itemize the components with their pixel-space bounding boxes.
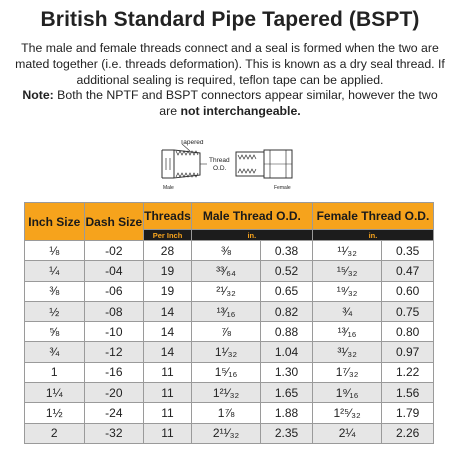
thread-diagram — [160, 140, 300, 195]
table-row — [25, 403, 434, 423]
female-fraction-cell: 1⁹⁄₁₆ — [312, 383, 381, 403]
male-fraction-cell: ¹³⁄₁₆ — [191, 301, 260, 321]
female-decimal-cell: 1.79 — [382, 403, 434, 423]
female-decimal-cell: 0.60 — [382, 281, 434, 301]
female-fraction-cell: ¹¹⁄₃₂ — [312, 241, 381, 261]
dash-size-cell: -16 — [84, 362, 144, 382]
inch-size-cell: ½ — [25, 301, 85, 321]
male-decimal-cell: 1.04 — [261, 342, 313, 362]
male-decimal-cell: 1.88 — [261, 403, 313, 423]
male-fraction-cell: ³³⁄₆₄ — [191, 261, 260, 281]
table-row — [25, 281, 434, 301]
male-decimal-cell: 1.30 — [261, 362, 313, 382]
inch-size-cell: ⅝ — [25, 322, 85, 342]
threads-cell: 14 — [144, 322, 192, 342]
male-decimal-cell: 1.65 — [261, 383, 313, 403]
threads-cell: 11 — [144, 383, 192, 403]
inch-size-cell: ⅛ — [25, 241, 85, 261]
table-row — [25, 342, 434, 362]
threads-cell: 19 — [144, 281, 192, 301]
male-decimal-cell: 2.35 — [261, 423, 313, 443]
male-fitting-drawing — [162, 144, 207, 178]
dash-size-cell: -06 — [84, 281, 144, 301]
female-fraction-cell: ¹⁵⁄₃₂ — [312, 261, 381, 281]
description-text: The male and female threads connect and a seal is formed when the two are mated together (i.e. threads deformation). This is known as a dry seal thread. If additional sealing is required, teflon tape can be applied. — [15, 41, 445, 87]
table-row — [25, 383, 434, 403]
male-decimal-cell: 0.38 — [261, 241, 313, 261]
inch-size-cell: 1¼ — [25, 383, 85, 403]
header-male-od: Male Thread O.D. — [191, 203, 312, 230]
female-label: Female — [274, 185, 291, 191]
note-label: Note: — [22, 88, 54, 103]
page-title: British Standard Pipe Tapered (BSPT) — [40, 8, 420, 31]
female-decimal-cell: 0.75 — [382, 301, 434, 321]
inch-size-cell: 1 — [25, 362, 85, 382]
female-decimal-cell: 1.22 — [382, 362, 434, 382]
female-fraction-cell: 1⁷⁄₃₂ — [312, 362, 381, 382]
male-fraction-cell: 1²¹⁄₃₂ — [191, 383, 260, 403]
male-decimal-cell: 0.88 — [261, 322, 313, 342]
inch-size-cell: 2 — [25, 423, 85, 443]
female-fraction-cell: ³¹⁄₃₂ — [312, 342, 381, 362]
threads-cell: 14 — [144, 342, 192, 362]
tapered-label: Tapered — [180, 140, 204, 146]
female-fraction-cell: 2¼ — [312, 423, 381, 443]
bspt-spec-table — [24, 202, 434, 444]
male-decimal-cell: 0.65 — [261, 281, 313, 301]
threads-cell: 11 — [144, 362, 192, 382]
inch-size-cell: ⅜ — [25, 281, 85, 301]
male-decimal-cell: 0.82 — [261, 301, 313, 321]
male-fraction-cell: 2¹¹⁄₃₂ — [191, 423, 260, 443]
threads-cell: 11 — [144, 403, 192, 423]
female-fitting-drawing — [236, 150, 292, 178]
od-label: O.D. — [213, 165, 227, 172]
threads-cell: 11 — [144, 423, 192, 443]
dash-size-cell: -08 — [84, 301, 144, 321]
table-row — [25, 261, 434, 281]
table-body — [25, 241, 434, 444]
inch-size-cell: ¾ — [25, 342, 85, 362]
female-decimal-cell: 0.97 — [382, 342, 434, 362]
threads-cell: 14 — [144, 301, 192, 321]
dash-size-cell: -10 — [84, 322, 144, 342]
header-dash-size: Dash Size — [84, 203, 144, 241]
table-row — [25, 241, 434, 261]
thread-label: Thread — [209, 157, 230, 164]
header-female-od: Female Thread O.D. — [312, 203, 433, 230]
female-fraction-cell: ¹³⁄₁₆ — [312, 322, 381, 342]
header-male-unit: in. — [191, 230, 312, 241]
header-inch-size: Inch Size — [25, 203, 85, 241]
male-fraction-cell: 1⁵⁄₁₆ — [191, 362, 260, 382]
table-row — [25, 322, 434, 342]
male-fraction-cell: ⅜ — [191, 241, 260, 261]
female-decimal-cell: 2.26 — [382, 423, 434, 443]
male-label: Male — [163, 185, 174, 191]
description — [12, 41, 448, 120]
female-fraction-cell: 1²⁵⁄₃₂ — [312, 403, 381, 423]
female-decimal-cell: 0.47 — [382, 261, 434, 281]
male-fraction-cell: ²¹⁄₃₂ — [191, 281, 260, 301]
female-fraction-cell: ¹⁹⁄₃₂ — [312, 281, 381, 301]
note-emphasis: not interchangeable. — [180, 104, 301, 119]
dash-size-cell: -04 — [84, 261, 144, 281]
threads-cell: 28 — [144, 241, 192, 261]
dash-size-cell: -02 — [84, 241, 144, 261]
male-fraction-cell: ⅞ — [191, 322, 260, 342]
threads-cell: 19 — [144, 261, 192, 281]
table-row — [25, 301, 434, 321]
male-decimal-cell: 0.52 — [261, 261, 313, 281]
table-row — [25, 423, 434, 443]
inch-size-cell: ¼ — [25, 261, 85, 281]
header-per-inch: Per Inch — [144, 230, 192, 241]
inch-size-cell: 1½ — [25, 403, 85, 423]
female-decimal-cell: 0.35 — [382, 241, 434, 261]
dash-size-cell: -24 — [84, 403, 144, 423]
female-fraction-cell: ¾ — [312, 301, 381, 321]
female-decimal-cell: 1.56 — [382, 383, 434, 403]
dash-size-cell: -12 — [84, 342, 144, 362]
table-row — [25, 362, 434, 382]
dash-size-cell: -20 — [84, 383, 144, 403]
male-fraction-cell: 1⅞ — [191, 403, 260, 423]
header-threads: Threads — [144, 203, 192, 230]
male-fraction-cell: 1¹⁄₃₂ — [191, 342, 260, 362]
note-text: Both the NPTF and BSPT connectors appear similar, however the two are — [57, 88, 438, 119]
header-female-unit: in. — [312, 230, 433, 241]
female-decimal-cell: 0.80 — [382, 322, 434, 342]
dash-size-cell: -32 — [84, 423, 144, 443]
